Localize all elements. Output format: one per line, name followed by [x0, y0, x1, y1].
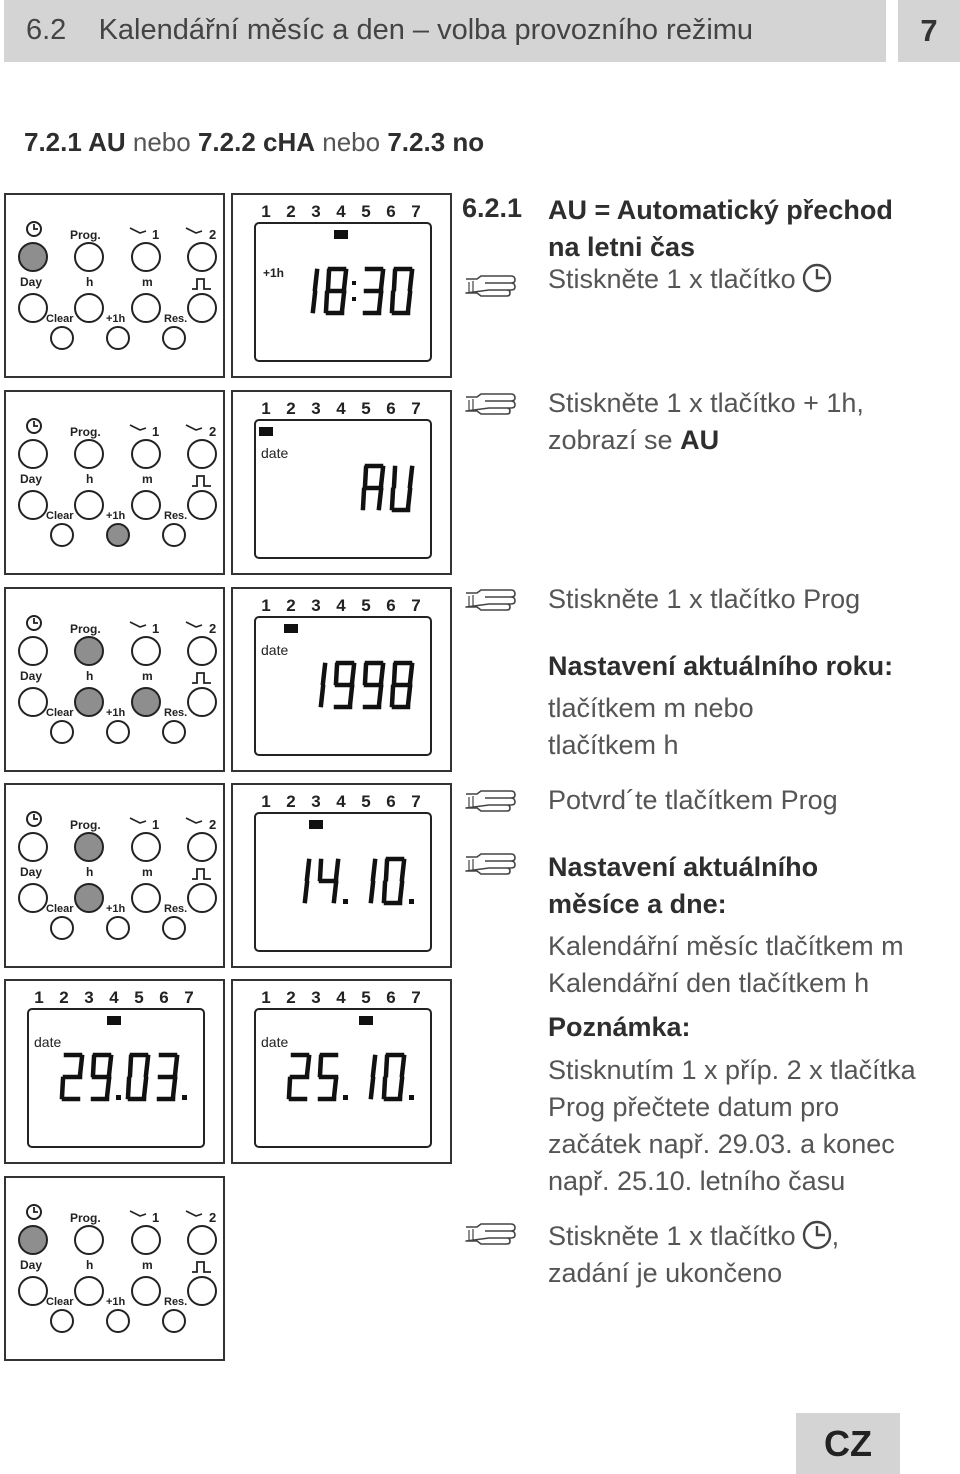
keypad-label: h — [86, 275, 94, 289]
keypad-label: Day — [20, 275, 43, 289]
keypad-button-clear — [51, 917, 73, 939]
clock-icon — [802, 1220, 832, 1250]
lcd-day-number: 2 — [286, 399, 296, 418]
lcd-day-number: 7 — [184, 988, 194, 1007]
keypad-label: +1h — [106, 313, 126, 325]
pulse-icon — [192, 1262, 211, 1272]
keypad-label: Res. — [164, 313, 188, 325]
hand-channel-2-icon — [186, 228, 202, 233]
keypad-label: 2 — [209, 424, 217, 439]
keypad-label: m — [142, 472, 153, 486]
keypad-label: +1h — [106, 707, 126, 719]
lcd-display — [233, 589, 454, 774]
lcd-date-label: date — [261, 445, 289, 461]
lcd-day-number: 6 — [159, 988, 169, 1007]
keypad-label: h — [86, 472, 94, 486]
keypad-button-ch1 — [132, 637, 160, 665]
keypad-panel-2 — [4, 390, 225, 575]
keypad-button-plus1h — [107, 721, 129, 743]
hand-channel-1-icon — [130, 228, 146, 233]
keypad-label: m — [142, 1258, 153, 1272]
lcd-day-number: 3 — [311, 988, 321, 1007]
keypad-button-m — [132, 688, 160, 716]
year-setting-heading: Nastavení aktuálního roku: — [548, 651, 894, 681]
keypad-button-res — [163, 721, 185, 743]
lcd-day-number: 4 — [336, 202, 346, 221]
lcd-day-number: 4 — [336, 596, 346, 615]
lcd-day-number: 1 — [261, 202, 271, 221]
keypad-button-m — [132, 884, 160, 912]
lcd-day-number: 2 — [286, 792, 296, 811]
keypad-button-day — [19, 294, 47, 322]
lcd-screen — [28, 1009, 204, 1147]
keypad-button-ch2 — [188, 833, 216, 861]
keypad-panel-5 — [4, 1176, 225, 1361]
keypad-label: +1h — [106, 510, 126, 522]
hand-channel-2-icon — [186, 622, 202, 627]
section-number: 6.2.1 — [462, 193, 523, 223]
pulse-icon — [192, 476, 211, 486]
keypad-button-clear — [51, 327, 73, 349]
keypad-label: Res. — [164, 707, 188, 719]
lcd-day-number: 4 — [109, 988, 119, 1007]
mode-options: 7.2.1 AU nebo 7.2.2 cHA nebo 7.2.3 no — [24, 127, 485, 157]
lcd-display — [233, 785, 454, 970]
keypad-button-m — [132, 491, 160, 519]
lcd-day-number: 1 — [34, 988, 44, 1007]
keypad-label: m — [142, 275, 153, 289]
keypad-button-clock — [19, 243, 47, 271]
keypad-button-h — [75, 294, 103, 322]
pointing-hand-icon — [463, 587, 519, 613]
lcd-day-indicator — [107, 1016, 121, 1025]
keypad-button-day — [19, 1277, 47, 1305]
keypad-label: +1h — [106, 903, 126, 915]
lcd-day-number: 6 — [386, 988, 396, 1007]
lcd-day-number: 2 — [59, 988, 69, 1007]
keypad-button-plus1h — [107, 327, 129, 349]
keypad-button-m — [132, 294, 160, 322]
lcd-display — [6, 981, 227, 1166]
pointing-hand-icon — [463, 391, 519, 417]
keypad-button-prog — [75, 833, 103, 861]
keypad-label: Day — [20, 472, 43, 486]
pulse-icon — [192, 279, 211, 289]
keypad-label: Prog. — [70, 622, 101, 636]
lcd-day-number: 5 — [361, 792, 371, 811]
lcd-day-number: 5 — [134, 988, 144, 1007]
lcd-panel-2 — [231, 390, 452, 575]
keypad-button-res — [163, 1310, 185, 1332]
lcd-screen — [255, 813, 431, 951]
lcd-day-indicator — [284, 624, 298, 633]
keypad-label: Prog. — [70, 818, 101, 832]
keypad-label: Res. — [164, 903, 188, 915]
language-badge: CZ — [796, 1413, 900, 1474]
page-header — [4, 0, 886, 62]
keypad-button-plus1h — [107, 1310, 129, 1332]
pulse-icon — [192, 673, 211, 683]
lcd-day-number: 7 — [411, 792, 421, 811]
step-3-text: Stiskněte 1 x tlačítko Prog — [548, 584, 861, 614]
lcd-day-number: 3 — [311, 202, 321, 221]
keypad-button-ch2 — [188, 440, 216, 468]
lcd-day-number: 2 — [286, 988, 296, 1007]
keypad-button-plus1h — [107, 524, 129, 546]
keypad-button-h — [75, 1277, 103, 1305]
lcd-display — [233, 392, 454, 577]
keypad-button-ch2 — [188, 637, 216, 665]
clock-icon — [27, 222, 41, 236]
keypad-label: h — [86, 1258, 94, 1272]
lcd-day-number: 6 — [386, 792, 396, 811]
keypad-button-res — [163, 327, 185, 349]
lcd-day-indicator — [359, 1016, 373, 1025]
keypad-button-pulse — [188, 294, 216, 322]
keypad-label: Clear — [46, 313, 74, 325]
clock-icon — [802, 263, 832, 293]
lcd-day-number: 1 — [261, 399, 271, 418]
keypad-label: m — [142, 669, 153, 683]
hand-channel-1-icon — [130, 425, 146, 430]
keypad-button-h — [75, 688, 103, 716]
lcd-panel-4 — [231, 783, 452, 968]
keypad-label: +1h — [106, 1296, 126, 1308]
lcd-date-label: date — [34, 1034, 62, 1050]
lcd-day-number: 7 — [411, 399, 421, 418]
keypad-label: 2 — [209, 227, 217, 242]
keypad-button-ch2 — [188, 243, 216, 271]
page-number: 7 — [898, 0, 960, 62]
year-setting-text: tlačítkem m nebo tlačítkem h — [548, 693, 754, 760]
note-heading: Poznámka: — [548, 1012, 691, 1042]
pointing-hand-icon — [463, 851, 519, 877]
lcd-day-number: 6 — [386, 399, 396, 418]
keypad-button-prog — [75, 1226, 103, 1254]
clock-icon — [27, 812, 41, 826]
keypad-button-res — [163, 524, 185, 546]
lcd-day-number: 5 — [361, 988, 371, 1007]
keypad-label: h — [86, 865, 94, 879]
note-text: Stisknutím 1 x příp. 2 x tlačítka Prog přečtete datum pro začátek např. 29.03. a konec např. 25.10. letního času — [548, 1055, 916, 1196]
lcd-day-number: 3 — [311, 399, 321, 418]
keypad-button-plus1h — [107, 917, 129, 939]
keypad-button-pulse — [188, 491, 216, 519]
keypad-label: Clear — [46, 1296, 74, 1308]
keypad-button-res — [163, 917, 185, 939]
keypad-label: Res. — [164, 1296, 188, 1308]
step-1-text: Stiskněte 1 x tlačítko — [548, 261, 832, 298]
keypad-button-h — [75, 884, 103, 912]
lcd-day-number: 5 — [361, 596, 371, 615]
keypad-label: Clear — [46, 510, 74, 522]
hand-channel-2-icon — [186, 1211, 202, 1216]
keypad-panel-1 — [4, 193, 225, 378]
pointing-hand-icon — [463, 273, 519, 299]
clock-icon — [27, 616, 41, 630]
lcd-day-number: 7 — [411, 202, 421, 221]
keypad-button-ch2 — [188, 1226, 216, 1254]
lcd-day-indicator — [259, 427, 273, 436]
lcd-display — [233, 195, 454, 380]
clock-icon — [27, 1205, 41, 1219]
keypad-button-ch1 — [132, 1226, 160, 1254]
lcd-day-number: 5 — [361, 202, 371, 221]
keypad-button-m — [132, 1277, 160, 1305]
keypad-label: 1 — [152, 817, 160, 832]
keypad-label: 2 — [209, 621, 217, 636]
keypad-label: Clear — [46, 707, 74, 719]
keypad-label: Day — [20, 865, 43, 879]
keypad-button-ch1 — [132, 440, 160, 468]
lcd-day-indicator — [334, 230, 348, 239]
hand-channel-1-icon — [130, 622, 146, 627]
lcd-day-number: 3 — [311, 792, 321, 811]
hand-channel-2-icon — [186, 425, 202, 430]
lcd-day-number: 6 — [386, 202, 396, 221]
lcd-day-number: 4 — [336, 792, 346, 811]
keypad-button-prog — [75, 637, 103, 665]
keypad-button-day — [19, 688, 47, 716]
keypad-button-ch1 — [132, 833, 160, 861]
keypad-button-day — [19, 884, 47, 912]
keypad-label: Day — [20, 669, 43, 683]
keypad-button-h — [75, 491, 103, 519]
lcd-day-number: 3 — [84, 988, 94, 1007]
pulse-icon — [192, 869, 211, 879]
lcd-day-number: 7 — [411, 596, 421, 615]
keypad-button-prog — [75, 440, 103, 468]
month-day-heading: Nastavení aktuálního měsíce a dne: — [548, 852, 819, 919]
lcd-screen — [255, 1009, 431, 1147]
step-4-text: Potvrd´te tlačítkem Prog — [548, 785, 838, 815]
month-day-text: Kalendářní měsíc tlačítkem m Kalendářní den tlačítkem h — [548, 931, 904, 998]
keypad-label: 1 — [152, 424, 160, 439]
keypad-label: Prog. — [70, 1211, 101, 1225]
lcd-day-number: 4 — [336, 988, 346, 1007]
section-title: AU = Automatický přechod na letni čas — [548, 195, 893, 262]
lcd-plus1h-label: +1h — [263, 266, 285, 280]
lcd-day-number: 2 — [286, 596, 296, 615]
keypad-button-clock — [19, 1226, 47, 1254]
keypad-button-prog — [75, 243, 103, 271]
keypad-label: 1 — [152, 1210, 160, 1225]
hand-channel-1-icon — [130, 818, 146, 823]
keypad-button-clear — [51, 1310, 73, 1332]
keypad-label: Prog. — [70, 425, 101, 439]
clock-icon — [27, 419, 41, 433]
keypad-button-pulse — [188, 884, 216, 912]
keypad-button-ch1 — [132, 243, 160, 271]
keypad-label: 2 — [209, 817, 217, 832]
lcd-day-number: 7 — [411, 988, 421, 1007]
lcd-day-number: 4 — [336, 399, 346, 418]
keypad-button-clock — [19, 440, 47, 468]
keypad-label: h — [86, 669, 94, 683]
pointing-hand-icon — [463, 788, 519, 814]
step-2-text: Stiskněte 1 x tlačítko + 1h, zobrazí se AU — [548, 388, 864, 455]
keypad-label: Clear — [46, 903, 74, 915]
lcd-day-number: 1 — [261, 596, 271, 615]
lcd-display — [233, 981, 454, 1166]
keypad-label: 2 — [209, 1210, 217, 1225]
lcd-date-label: date — [261, 642, 289, 658]
lcd-panel-6 — [231, 979, 452, 1164]
lcd-day-number: 6 — [386, 596, 396, 615]
keypad-label: Prog. — [70, 228, 101, 242]
keypad-button-clear — [51, 721, 73, 743]
header-title: 6.2 Kalendářní měsíc a den – volba provozního režimu — [26, 14, 754, 46]
step-6-text: Stiskněte 1 x tlačítko , zadání je ukončeno — [548, 1221, 840, 1288]
keypad-panel-3 — [4, 587, 225, 772]
lcd-panel-3 — [231, 587, 452, 772]
lcd-day-indicator — [309, 820, 323, 829]
keypad-button-pulse — [188, 1277, 216, 1305]
lcd-day-number: 1 — [261, 988, 271, 1007]
keypad-label: Res. — [164, 510, 188, 522]
lcd-date-label: date — [261, 1034, 289, 1050]
keypad-button-pulse — [188, 688, 216, 716]
lcd-day-number: 2 — [286, 202, 296, 221]
hand-channel-1-icon — [130, 1211, 146, 1216]
keypad-label: 1 — [152, 621, 160, 636]
keypad-button-clock — [19, 833, 47, 861]
keypad-button-clear — [51, 524, 73, 546]
pointing-hand-icon — [463, 1221, 519, 1247]
lcd-panel-1 — [231, 193, 452, 378]
hand-channel-2-icon — [186, 818, 202, 823]
lcd-panel-5 — [4, 979, 225, 1164]
keypad-panel-4 — [4, 783, 225, 968]
lcd-screen — [255, 420, 431, 558]
keypad-button-clock — [19, 637, 47, 665]
keypad-button-day — [19, 491, 47, 519]
keypad-label: 1 — [152, 227, 160, 242]
keypad-label: Day — [20, 1258, 43, 1272]
lcd-day-number: 3 — [311, 596, 321, 615]
keypad-label: m — [142, 865, 153, 879]
lcd-day-number: 1 — [261, 792, 271, 811]
lcd-day-number: 5 — [361, 399, 371, 418]
